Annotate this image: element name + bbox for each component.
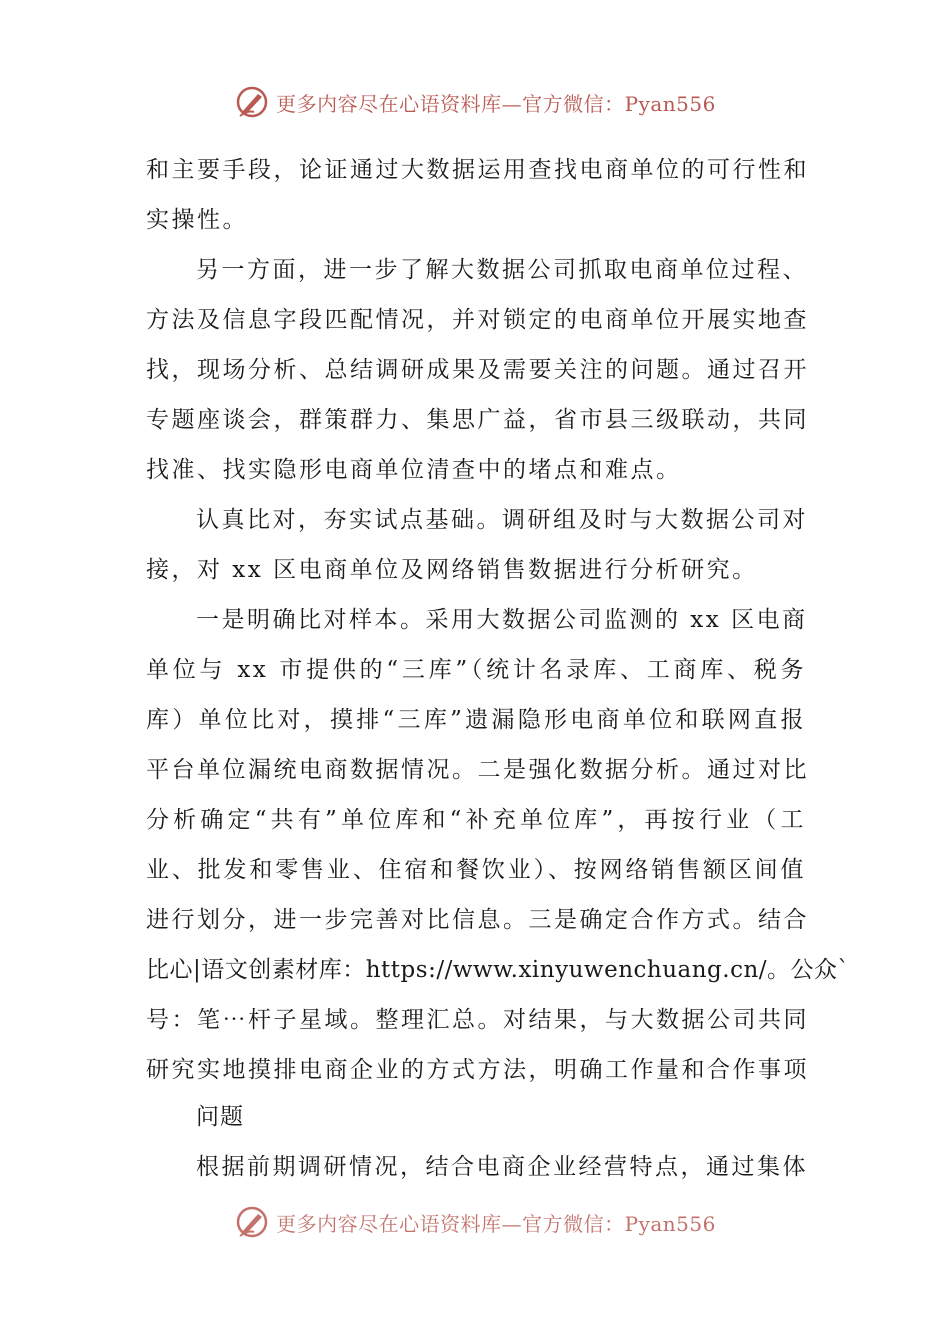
- paragraph-line: 进行划分，进一步完善对比信息。三是确定合作方式。结合: [146, 907, 809, 933]
- paragraph-line: 接，对 xx 区电商单位及网络销售数据进行分析研究。: [146, 557, 758, 583]
- paragraph-line: 实操性。: [146, 207, 248, 233]
- footer-watermark: [0, 1200, 950, 1244]
- paragraph-line: 库）单位比对，摸排“三库”遗漏隐形电商单位和联网直报: [146, 707, 806, 733]
- paragraph-line: 找，现场分析、总结调研成果及需要关注的问题。通过召开: [146, 357, 809, 383]
- paragraph-line: 业、批发和零售业、住宿和餐饮业）、按网络销售额区间值: [146, 857, 806, 883]
- paragraph-line: 比心|语文创素材库：https://www.xinyuwenchuang.cn/。公众`: [146, 957, 850, 983]
- paragraph-line: 根据前期调研情况，结合电商企业经营特点，通过集体: [196, 1154, 808, 1180]
- pen-logo-icon: [234, 84, 270, 120]
- paragraph-line: 认真比对，夯实试点基础。调研组及时与大数据公司对: [196, 507, 808, 533]
- paragraph-line: 平台单位漏统电商数据情况。二是强化数据分析。通过对比: [146, 757, 809, 783]
- paragraph-line: 单位与 xx 市提供的“三库”（统计名录库、工商库、税务: [146, 657, 806, 683]
- paragraph-line: 另一方面，进一步了解大数据公司抓取电商单位过程、: [196, 257, 808, 283]
- footer-watermark-text: 更多内容尽在心语资料库—官方微信：Pyan556: [276, 1211, 716, 1236]
- paragraph-line: 方法及信息字段匹配情况，并对锁定的电商单位开展实地查: [146, 307, 809, 333]
- paragraph-line: 专题座谈会，群策群力、集思广益，省市县三级联动，共同: [146, 407, 809, 433]
- section-heading: 问题: [196, 1104, 244, 1130]
- paragraph-line: 和主要手段，论证通过大数据运用查找电商单位的可行性和: [146, 157, 809, 183]
- header-watermark: [0, 80, 950, 124]
- pen-logo-icon: [234, 1204, 270, 1240]
- paragraph-line: 找准、找实隐形电商单位清查中的堵点和难点。: [146, 457, 682, 483]
- header-watermark-text: 更多内容尽在心语资料库—官方微信：Pyan556: [276, 91, 716, 116]
- paragraph-line: 分析确定“共有”单位库和“补充单位库”，再按行业（工: [146, 807, 806, 833]
- paragraph-line: 一是明确比对样本。采用大数据公司监测的 xx 区电商: [196, 607, 808, 633]
- paragraph-line: 研究实地摸排电商企业的方式方法，明确工作量和合作事项: [146, 1057, 809, 1083]
- paragraph-line: 号：笔⋯杆子星域。整理汇总。对结果，与大数据公司共同: [146, 1007, 809, 1033]
